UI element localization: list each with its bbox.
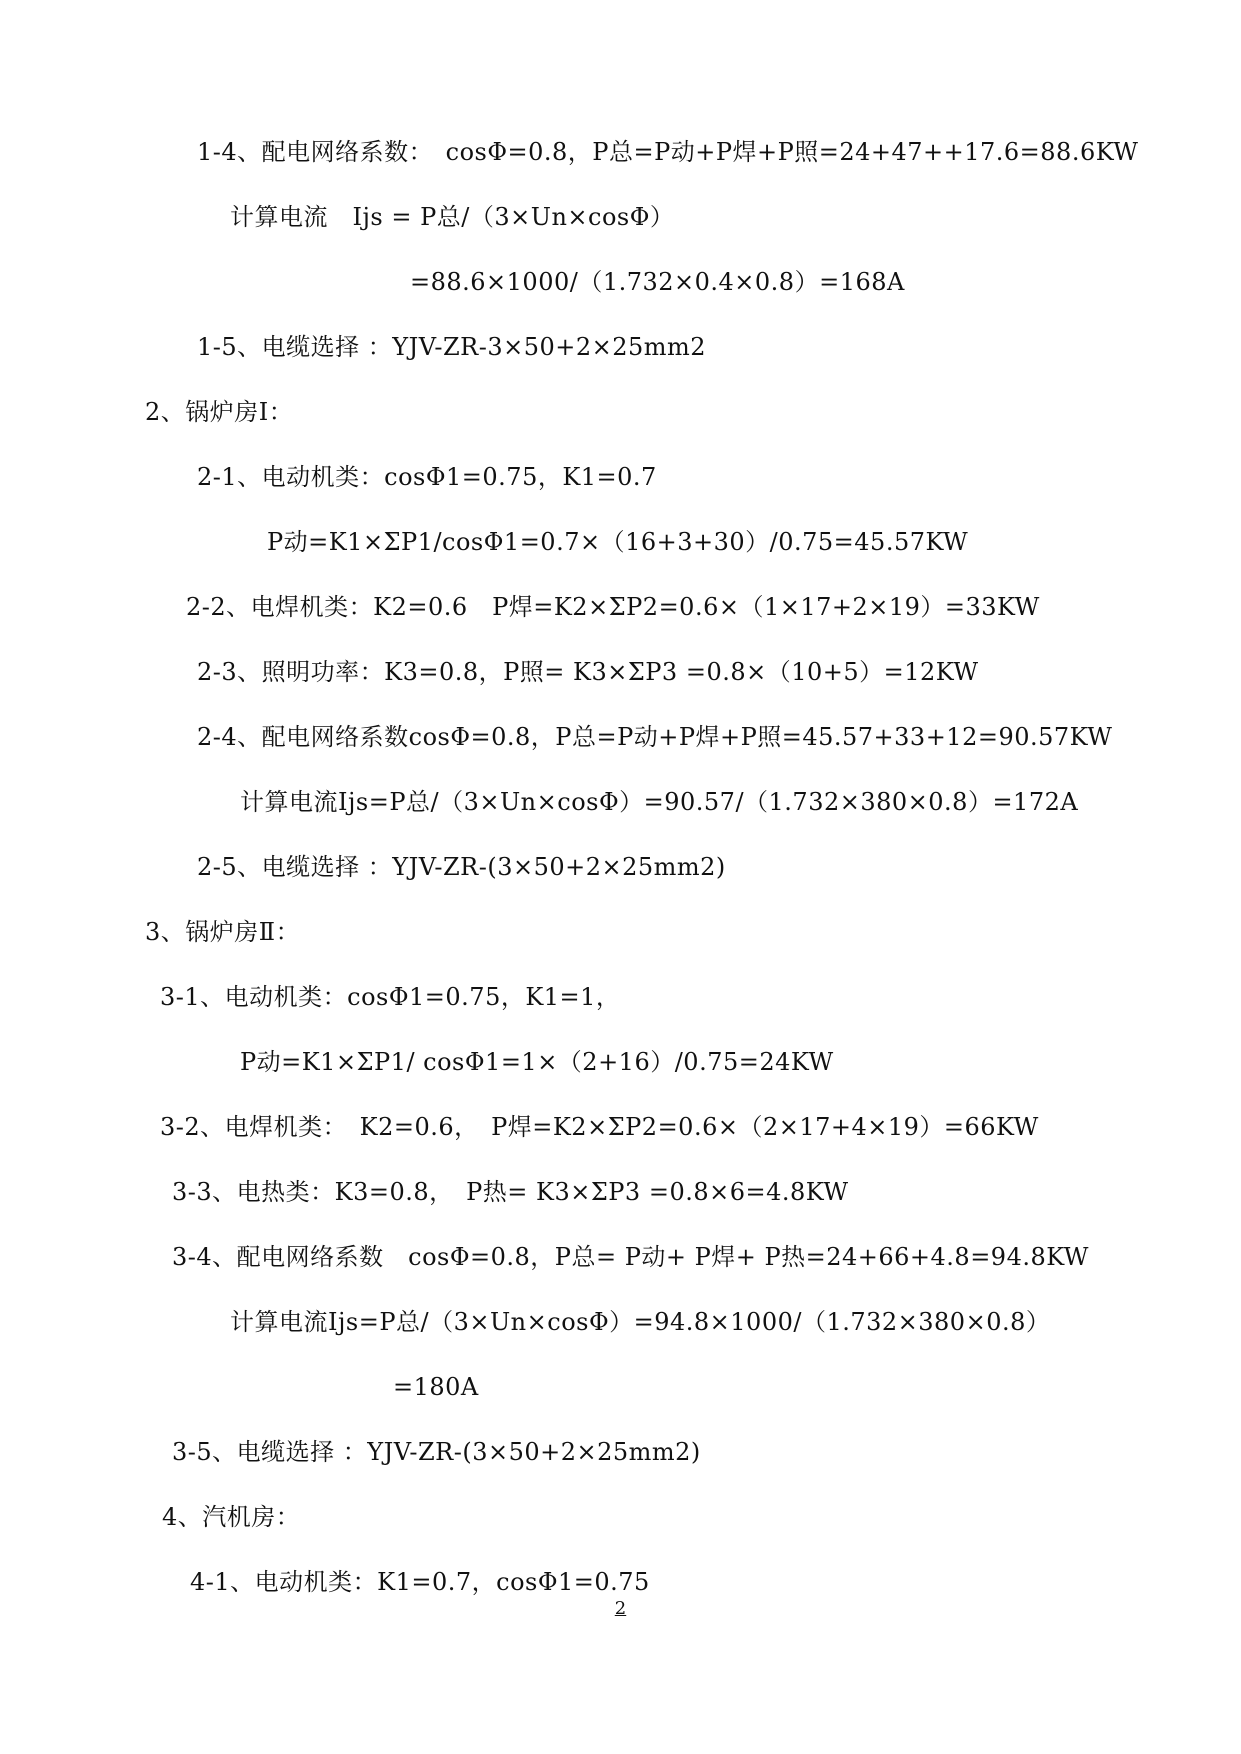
text-line: 3-4、配电网络系数 cosΦ=0.8，P总= P动+ P焊+ P热=24+66+4.8=94.8KW <box>172 1243 1089 1271</box>
text-line: 4-1、电动机类：K1=0.7，cosΦ1=0.75 <box>190 1568 650 1596</box>
text-line: =180A <box>393 1373 479 1401</box>
section-heading: 2、锅炉房Ⅰ： <box>145 398 294 426</box>
section-heading: 4、汽机房： <box>162 1503 301 1531</box>
text-line: 2-4、配电网络系数cosΦ=0.8，P总=P动+P焊+P照=45.57+33+12=90.57KW <box>197 723 1113 751</box>
text-line: 3-1、电动机类：cosΦ1=0.75，K1=1， <box>160 983 621 1011</box>
page-number: 2 <box>614 1598 627 1619</box>
text-line: 2-3、照明功率：K3=0.8，P照= K3×ΣP3 =0.8×（10+5）=12KW <box>197 658 979 686</box>
text-line: 3-5、电缆选择 ：YJV-ZR-(3×50+2×25mm2) <box>172 1438 701 1466</box>
text-line: 1-4、配电网络系数： cosΦ=0.8，P总=P动+P焊+P照=24+47++17.6=88.6KW <box>197 138 1139 166</box>
text-line: 3-3、电热类：K3=0.8， P热= K3×ΣP3 =0.8×6=4.8KW <box>172 1178 849 1206</box>
text-line: 2-2、电焊机类：K2=0.6 P焊=K2×ΣP2=0.6×（1×17+2×19）=33KW <box>186 593 1040 621</box>
text-line: 1-5、电缆选择 ：YJV-ZR-3×50+2×25mm2 <box>197 333 707 361</box>
text-line: P动=K1×ΣP1/ cosΦ1=1×（2+16）/0.75=24KW <box>240 1048 834 1076</box>
text-line: 3-2、电焊机类： K2=0.6， P焊=K2×ΣP2=0.6×（2×17+4×19）=66KW <box>160 1113 1039 1141</box>
text-line: P动=K1×ΣP1/cosΦ1=0.7×（16+3+30）/0.75=45.57KW <box>267 528 969 556</box>
text-line: =88.6×1000/（1.732×0.4×0.8）=168A <box>410 268 905 296</box>
section-heading: 3、锅炉房Ⅱ： <box>145 918 301 946</box>
text-line: 2-1、电动机类：cosΦ1=0.75，K1=0.7 <box>197 463 657 491</box>
text-line: 计算电流Ijs=P总/（3×Un×cosΦ）=94.8×1000/（1.732×380×0.8） <box>230 1308 1051 1336</box>
text-line: 2-5、电缆选择 ：YJV-ZR-(3×50+2×25mm2) <box>197 853 726 881</box>
text-line: 计算电流 Ijs = P总/（3×Un×cosΦ） <box>230 203 675 231</box>
text-line: 计算电流Ijs=P总/（3×Un×cosΦ）=90.57/（1.732×380×0.8）=172A <box>240 788 1079 816</box>
